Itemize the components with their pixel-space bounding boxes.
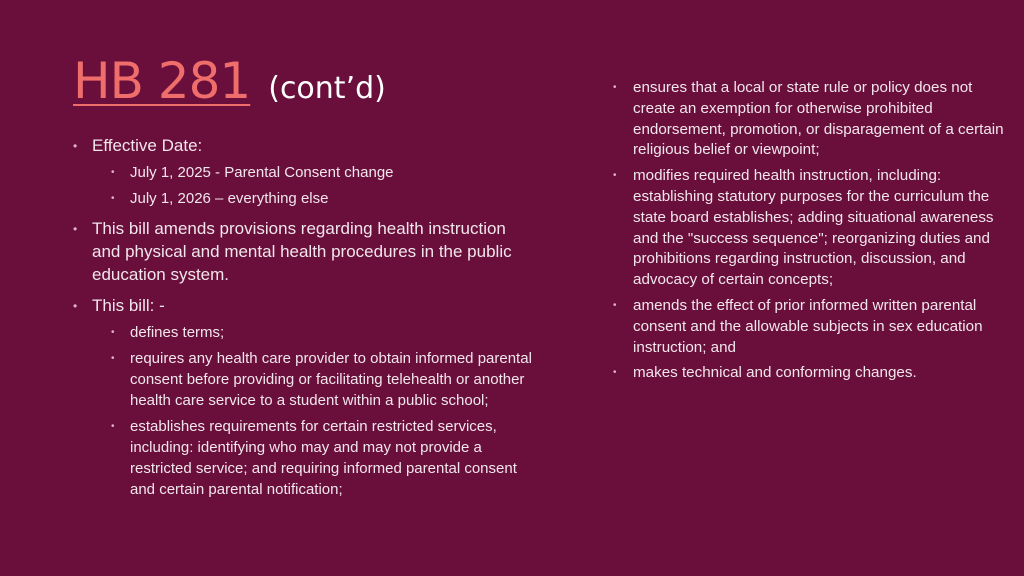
list-item	[613, 166, 1008, 291]
right-bullet-list	[613, 78, 1008, 389]
bullet-text: July 1, 2026 – everything else	[130, 190, 329, 207]
bullet-icon: •	[111, 327, 115, 338]
bullet-icon: •	[111, 353, 115, 364]
bullet-text: This bill amends provisions regarding health instruction and physical and mental health procedures in the public education system.	[92, 219, 512, 284]
bullet-text: modifies required health instruction, including: establishing statutory purposes for the curriculum the state board establishes; adding situational awareness and the "success sequence"; reorganizing duties and prohibitions regarding instruction, discussion, and advocacy of certain concepts;	[633, 167, 994, 289]
list-item	[73, 294, 533, 500]
bullet-icon: •	[111, 167, 115, 178]
list-item	[613, 363, 1008, 384]
bullet-icon: •	[73, 139, 78, 153]
bullet-text: requires any health care provider to obtain informed parental consent before providing or facilitating telehealth or another health care service to a student within a public school;	[130, 350, 532, 409]
title-main: HB 281	[73, 52, 251, 110]
bullet-icon: •	[613, 170, 617, 182]
left-bullet-list	[73, 134, 533, 508]
list-item	[111, 348, 533, 411]
bullet-text: defines terms;	[130, 324, 225, 341]
list-item	[613, 78, 1008, 161]
bullet-icon: •	[111, 193, 115, 204]
bullet-text: Effective Date:	[92, 136, 203, 155]
list-item	[73, 217, 533, 286]
bullet-text: makes technical and conforming changes.	[633, 364, 917, 382]
list-item	[111, 162, 533, 183]
bullet-icon: •	[111, 421, 115, 432]
list-item	[111, 416, 533, 500]
bullet-icon: •	[613, 82, 617, 93]
list-item	[73, 134, 533, 209]
list-item	[613, 296, 1008, 358]
sub-list	[111, 162, 533, 209]
bullet-icon: •	[73, 222, 78, 236]
list-item	[111, 322, 533, 343]
title-sub: (cont’d)	[268, 71, 386, 106]
bullet-text: July 1, 2025 - Parental Consent change	[130, 164, 394, 181]
bullet-text: This bill: -	[92, 296, 165, 315]
bullet-text: ensures that a local or state rule or policy does not create an exemption for otherwise prohibited endorsement, promotion, or disparagement of a certain religious belief or viewpoint;	[633, 79, 1004, 159]
bullet-icon: •	[73, 299, 78, 313]
list-item	[111, 188, 533, 209]
slide-title	[73, 52, 386, 110]
sub-list	[111, 322, 533, 500]
bullet-text: amends the effect of prior informed written parental consent and the allowable subjects in sex education instruction; and	[633, 296, 983, 356]
bullet-icon: •	[613, 299, 617, 311]
bullet-text: establishes requirements for certain restricted services, including: identifying who may and may not provide a restricted service; and requiring informed parental consent and certain parental notification;	[130, 418, 517, 498]
bullet-icon: •	[613, 367, 617, 379]
